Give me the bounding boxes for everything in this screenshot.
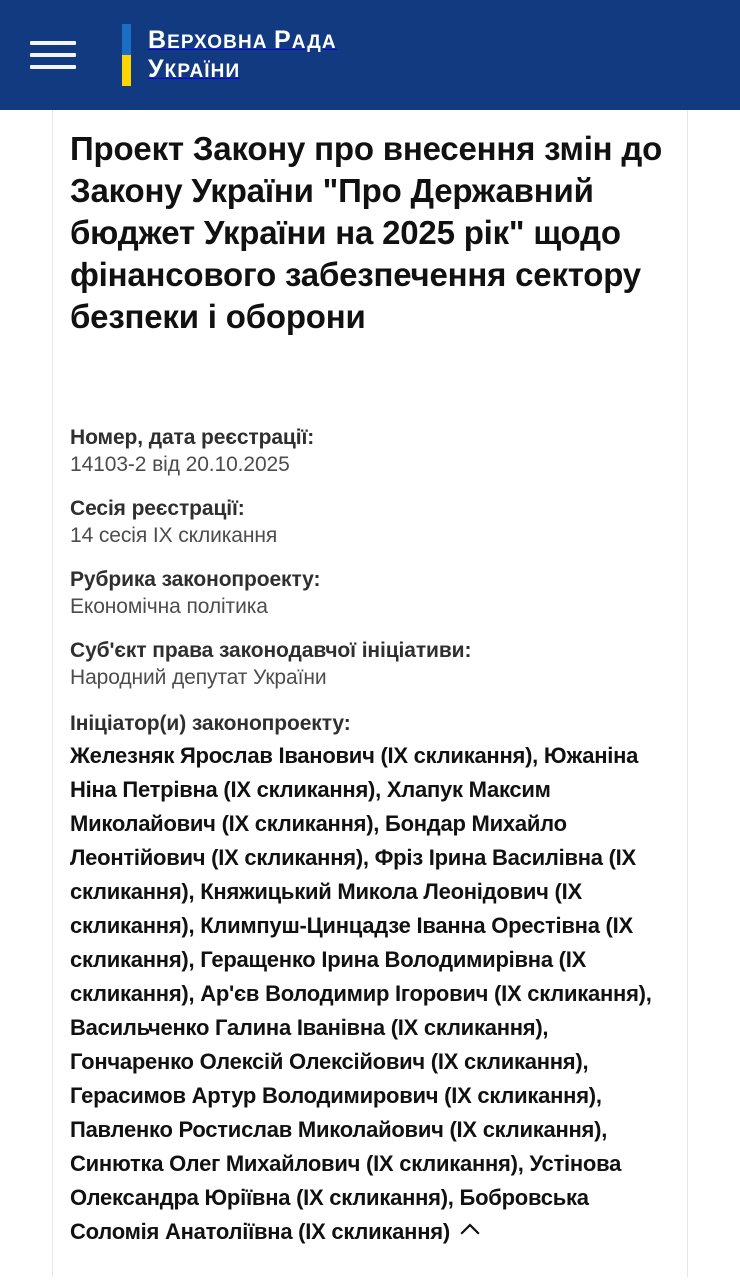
content-right-rule: [687, 110, 688, 1277]
flag-blue-stripe: [122, 24, 131, 55]
hamburger-line: [30, 65, 76, 69]
meta-field-rubric: [70, 566, 670, 621]
meta-label: Ініціатор(и) законопроекту:: [70, 712, 351, 735]
meta-field-registration-number: [70, 424, 670, 479]
ukraine-flag-bar-icon: [122, 24, 131, 86]
brand-line-2: УКРАЇНИ: [148, 55, 241, 83]
meta-value: 14103-2 від 20.10.2025: [70, 453, 290, 476]
site-logo[interactable]: [122, 24, 337, 86]
brand-line-1: ВЕРХОВНА РАДА: [148, 25, 337, 54]
page-title: Проект Закону про внесення змін до Закону України "Про Державний бюджет України на 2025 рік" щодо фінансового забезпечення сектору безпеки і оборони: [70, 130, 663, 335]
meta-field-subject: [70, 637, 670, 692]
meta-value: 14 сесія IX скликання: [70, 524, 278, 547]
meta-value: Народний депутат України: [70, 666, 327, 689]
hamburger-line: [30, 53, 76, 57]
meta-value: Економічна політика: [70, 595, 268, 618]
page-body: [0, 110, 740, 1277]
meta-field-session: [70, 495, 670, 550]
meta-label: Суб'єкт права законодавчої ініціативи:: [70, 639, 472, 662]
chevron-up-icon[interactable]: [460, 1222, 480, 1235]
meta-label: Рубрика законопроекту:: [70, 568, 321, 591]
meta-label: Сесія реєстрації:: [70, 497, 245, 520]
document-content: [53, 110, 687, 1265]
flag-yellow-stripe: [122, 55, 131, 86]
document-metadata: [70, 424, 670, 1249]
initiators-text: Железняк Ярослав Іванович (IX скликання), Южаніна Ніна Петрівна (IX скликання), Хлапук Максим Миколайович (IX скликання), Бондар Михайло Леонтійович (IX скликання), Фріз Ірина Василівна (IX скликання), Княжицький Микола Леонідович (IX скликання), Климпуш-Цинцадзе Іванна Орестівна (IX скликання), Геращенко Ірина Володимирівна (IX скликання), Ар'єв Володимир Ігорович (IX скликання), Васильченко Галина Іванівна (IX скликання), Гончаренко Олексій Олексійович (IX скликання), Герасимов Артур Володимирович (IX скликання), Павленко Ростислав Миколайович (IX скликання), Синютка Олег Михайлович (IX скликання), Устінова Олександра Юріївна (IX скликання), Бобровська Соломія Анатоліївна (IX скликання): [70, 743, 652, 1244]
site-header: [0, 0, 740, 110]
initiators-list: [70, 739, 670, 1249]
hamburger-line: [30, 41, 76, 45]
brand-text: [148, 24, 337, 86]
meta-field-initiators: [70, 710, 670, 1249]
meta-label: Номер, дата реєстрації:: [70, 426, 315, 449]
hamburger-menu-icon[interactable]: [30, 35, 76, 75]
